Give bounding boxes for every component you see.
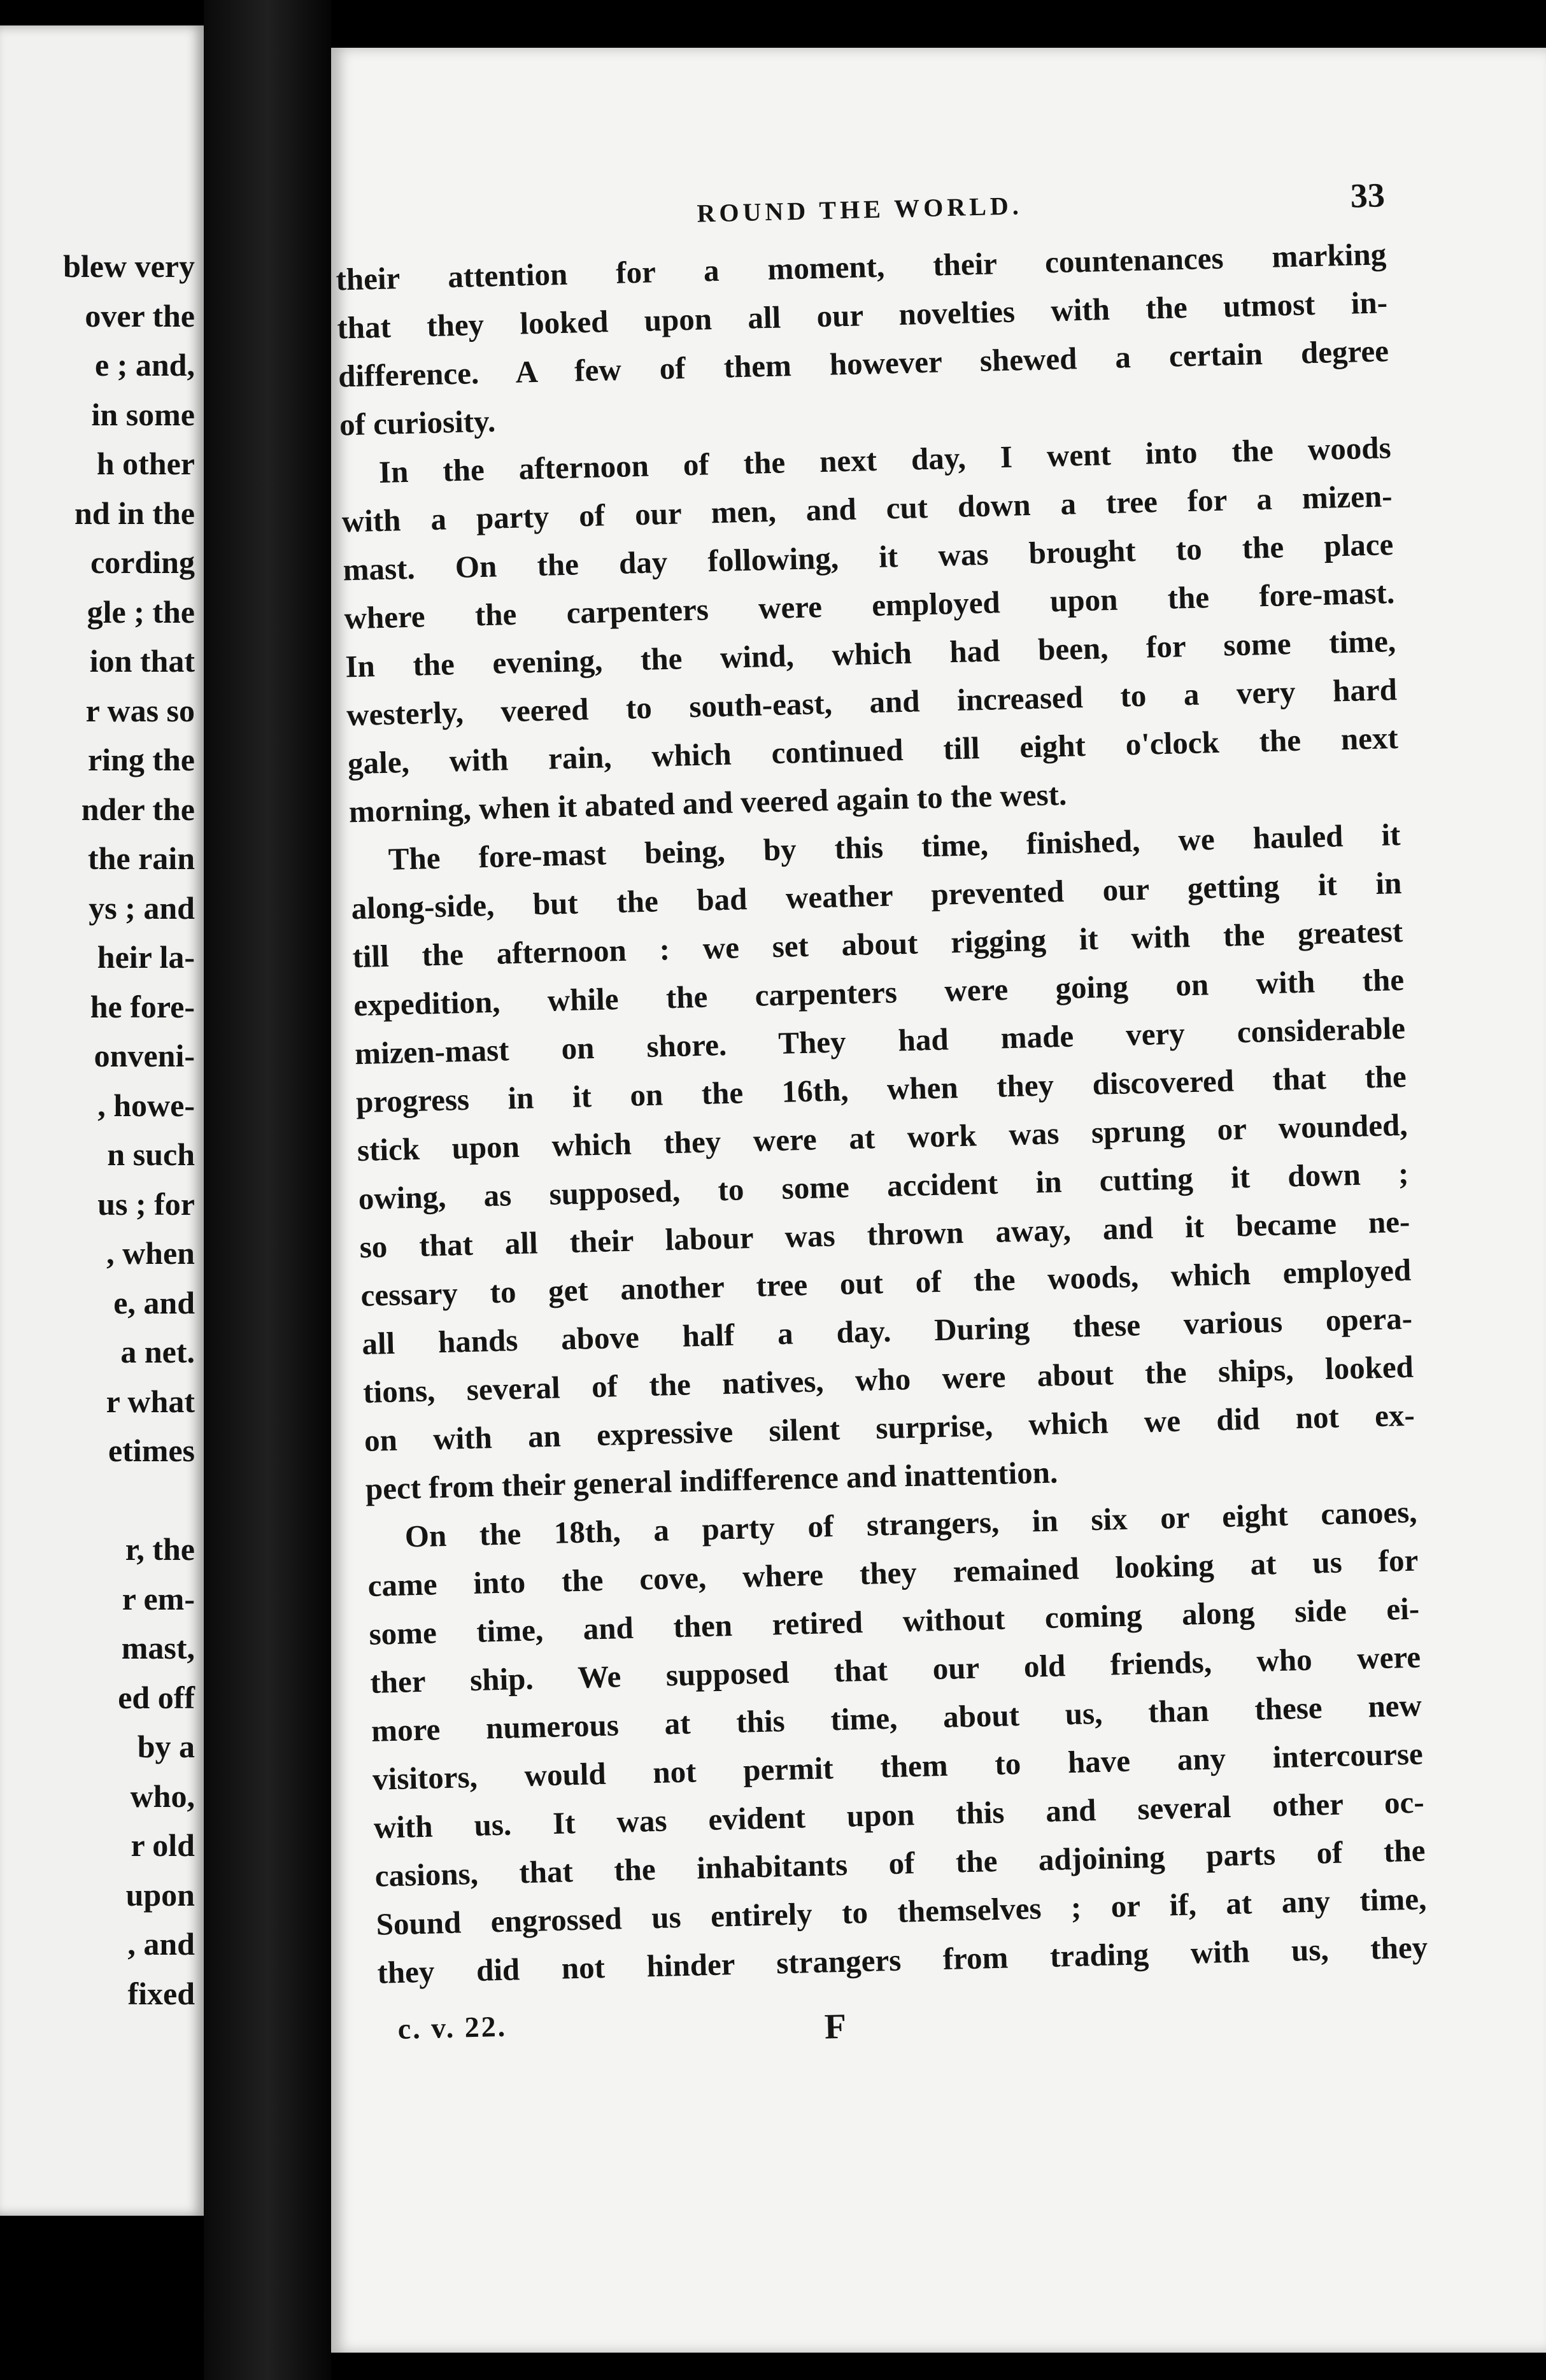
running-head: ROUND THE WORLD.	[697, 191, 1023, 228]
facing-line: r was so	[85, 692, 195, 728]
text-line: so that all their labour was thrown away, and it became ne-	[359, 1203, 1410, 1265]
text-line: came into the cove, where they remained looking at us for	[367, 1542, 1419, 1603]
facing-line: , when	[106, 1235, 195, 1271]
facing-line: onveni-	[94, 1038, 195, 1073]
facing-line: h other	[96, 446, 195, 481]
text-line: stick upon which they were at work was sprung or wounded,	[357, 1107, 1408, 1168]
gathering-letter: F	[824, 2006, 847, 2047]
facing-line: e, and	[113, 1284, 195, 1321]
facing-line: r old	[131, 1827, 195, 1863]
facing-line: gle ; the	[87, 593, 195, 630]
facing-line: mast,	[121, 1630, 195, 1666]
facing-line: r em-	[122, 1580, 195, 1617]
facing-line: fixed	[127, 1975, 195, 2011]
text-line: on with an expressive silent surprise, which we did not ex-	[364, 1397, 1415, 1459]
facing-line: who,	[130, 1778, 195, 1814]
paragraph-start-line: The fore-mast being, by this time, finished, we hauled it	[388, 816, 1401, 877]
facing-line	[63, 1476, 195, 1526]
text-line: visitors, would not permit them to have any intercourse	[372, 1736, 1424, 1797]
page-right	[331, 48, 1546, 2353]
text-line: that they looked upon all our novelties with the utmost in-	[336, 285, 1388, 346]
facing-line: etimes	[108, 1433, 195, 1468]
facing-line: by a	[137, 1729, 195, 1764]
text-line: cessary to get another tree out of the woods, which employed	[360, 1252, 1412, 1314]
facing-line: nder the	[81, 791, 195, 827]
facing-line: over the	[85, 297, 195, 334]
text-line: In the evening, the wind, which had been, for some time,	[344, 623, 1396, 684]
paragraph-start-line: On the 18th, a party of strangers, in six or eight canoes,	[404, 1494, 1418, 1554]
facing-line: blew very	[63, 248, 195, 284]
facing-line: ion that	[89, 643, 195, 679]
text-line: difference. A few of them however shewed a certain degree	[337, 333, 1389, 394]
facing-page-left	[0, 25, 204, 2216]
text-line: with a party of our men, and cut down a tree for a mizen-	[341, 478, 1393, 539]
text-line: along-side, but the bad weather prevented our getting it in	[351, 865, 1402, 926]
text-line: till the afternoon : we set about rigging it with the greatest	[351, 913, 1403, 975]
facing-line: he fore-	[90, 988, 195, 1024]
text-line: they did not hinder strangers from trading with us, they	[376, 1929, 1428, 1990]
text-line: Sound engrossed us entirely to themselves ; or if, at any time,	[376, 1881, 1427, 1942]
text-line: with us. It was evident upon this and several other oc-	[373, 1784, 1425, 1845]
body-text	[336, 230, 1428, 1997]
text-line: gale, with rain, which continued till eight o'clock the next	[347, 720, 1399, 781]
facing-line: , howe-	[97, 1087, 195, 1123]
facing-page-text	[63, 242, 195, 2018]
facing-line: r, the	[125, 1531, 195, 1567]
text-line: pect from their general indifference and inattention.	[365, 1454, 1058, 1506]
facing-line: nd in the	[74, 495, 195, 531]
text-line: expedition, while the carpenters were going on with the	[353, 961, 1405, 1023]
text-line: ther ship. We supposed that our old friends, who were	[369, 1639, 1421, 1700]
text-line: where the carpenters were employed upon the fore-mast.	[343, 575, 1395, 636]
text-line: progress in it on the 16th, when they discovered that the	[355, 1058, 1407, 1120]
book-gutter	[204, 0, 331, 2380]
facing-line: in some	[91, 396, 195, 432]
facing-line: , and	[127, 1926, 195, 1962]
text-line: casions, that the inhabitants of the adjoining parts of the	[374, 1832, 1426, 1894]
facing-line: us ; for	[97, 1186, 195, 1222]
signature-mark: c. v. 22.	[397, 2009, 507, 2045]
facing-line: ring the	[87, 742, 195, 777]
paragraph-start-line: In the afternoon of the next day, I went into the woods	[378, 430, 1392, 490]
text-line: some time, and then retired without coming along side ei-	[368, 1590, 1420, 1652]
page-content	[334, 175, 1430, 2060]
facing-line: heir la-	[97, 939, 195, 975]
facing-line: ys ; and	[89, 889, 195, 926]
text-line: mizen-mast on shore. They had made very considerable	[354, 1010, 1406, 1072]
text-line: owing, as supposed, to some accident in cutting it down ;	[358, 1155, 1410, 1217]
text-line: of curiosity.	[339, 403, 496, 443]
facing-line: ed off	[118, 1679, 195, 1715]
facing-line: cording	[90, 544, 195, 580]
page-number: 33	[1350, 176, 1386, 215]
facing-line: n such	[107, 1137, 195, 1172]
text-line: westerly, veered to south-east, and increased to a very hard	[346, 672, 1398, 733]
text-line: their attention for a moment, their countenances marking	[335, 236, 1387, 297]
text-line: more numerous at this time, about us, than these new	[371, 1687, 1422, 1748]
facing-line: the rain	[87, 840, 195, 876]
facing-line: r what	[106, 1383, 195, 1419]
text-line: morning, when it abated and veered again to the west.	[348, 776, 1067, 830]
facing-line: upon	[125, 1876, 195, 1913]
facing-line: a net.	[120, 1334, 195, 1370]
text-line: mast. On the day following, it was brought to the place	[343, 527, 1394, 588]
text-line: tions, several of the natives, who were about the ships, looked	[362, 1349, 1414, 1410]
text-line: all hands above half a day. During these various opera-	[361, 1300, 1413, 1362]
facing-line: e ; and,	[95, 347, 195, 383]
